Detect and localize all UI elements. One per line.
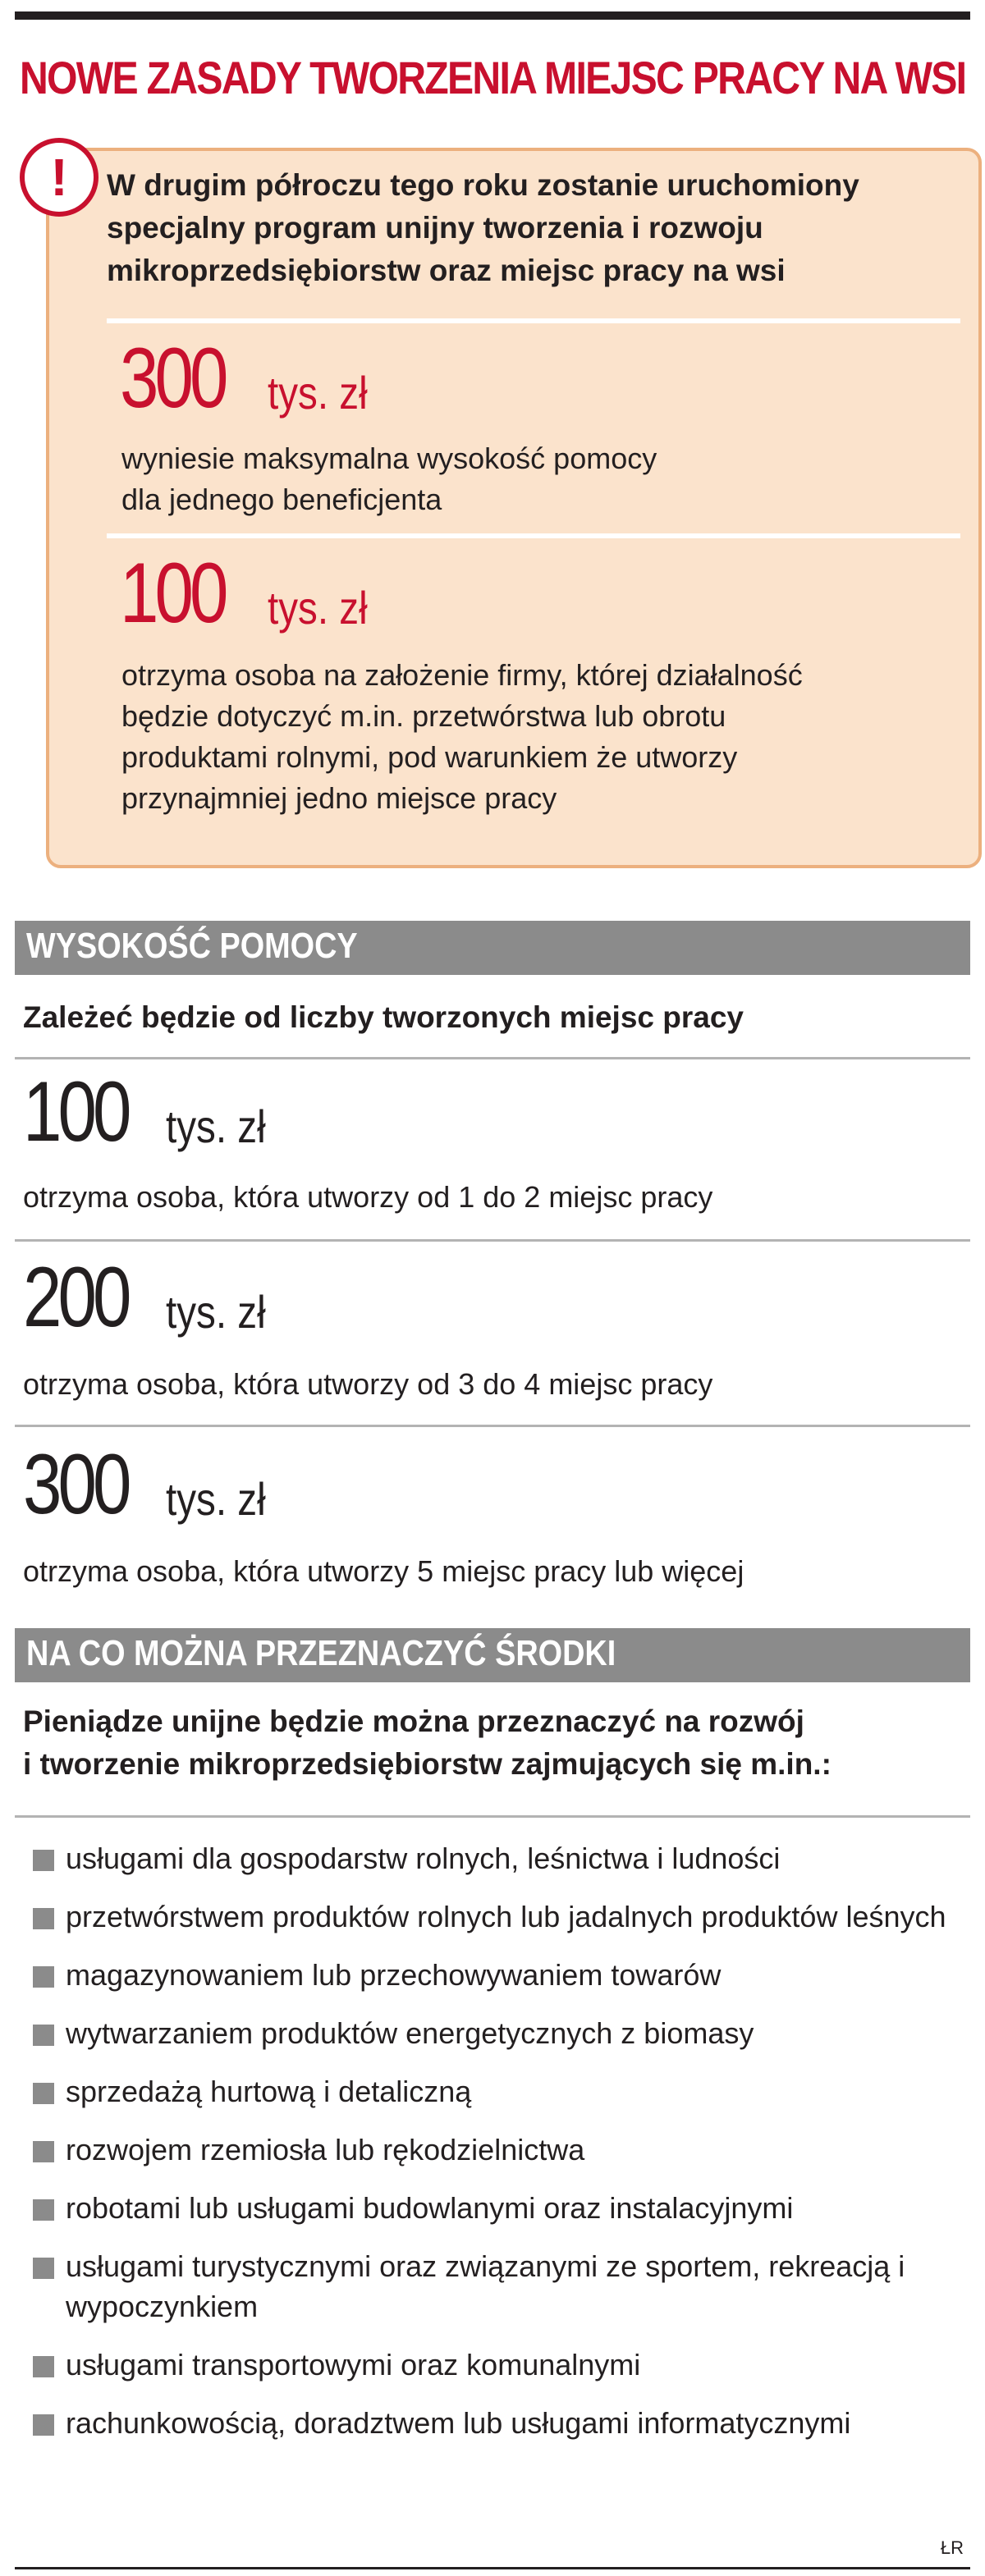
- list-item-text: usługami turystycznymi oraz związanymi ze sportem, rekreacją i wypoczynkiem: [66, 2249, 905, 2323]
- highlight-amount: [120, 330, 368, 428]
- text-line: przynajmniej jedno miejsce pracy: [121, 781, 557, 815]
- subtitle-line: Pieniądze unijne będzie można przeznaczyć na rozwój: [23, 1704, 804, 1738]
- box-divider: [107, 533, 960, 538]
- list-item: [23, 2071, 967, 2112]
- amount-description: otrzyma osoba, która utworzy od 3 do 4 miejsc pracy: [23, 1367, 713, 1401]
- list-item: [23, 2246, 967, 2327]
- amount-value: 100: [120, 546, 225, 641]
- amount-item: [23, 1436, 266, 1534]
- list-item-text: robotami lub usługami budowlanymi oraz instalacyjnymi: [66, 2191, 794, 2225]
- author-credit: ŁR: [940, 2537, 964, 2558]
- list-item-text: usługami dla gospodarstw rolnych, leśnictwa i ludności: [66, 1842, 781, 1875]
- bullet-square-icon: [33, 2141, 54, 2162]
- text-line: wyniesie maksymalna wysokość pomocy: [121, 442, 657, 475]
- list-item: [23, 1838, 967, 1878]
- intro-line: specjalny program unijny tworzenia i rozwoju: [107, 211, 763, 245]
- bottom-rule: [15, 2567, 970, 2569]
- highlight-text: [121, 438, 657, 520]
- amount-description: otrzyma osoba, która utworzy 5 miejsc pracy lub więcej: [23, 1554, 744, 1588]
- section-title: WYSOKOŚĆ POMOCY: [26, 926, 358, 966]
- top-rule: [15, 11, 970, 20]
- list-item-text: magazynowaniem lub przechowywaniem towarów: [66, 1958, 722, 1992]
- highlight-amount: [120, 545, 368, 643]
- list-item-text: rozwojem rzemiosła lub rękodzielnictwa: [66, 2133, 585, 2166]
- list-item-text: wytwarzaniem produktów energetycznych z biomasy: [66, 2016, 754, 2050]
- list-item: [23, 2403, 967, 2443]
- main-title: NOWE ZASADY TWORZENIA MIEJSC PRACY NA WSI: [20, 52, 966, 103]
- text-line: otrzyma osoba na założenie firmy, której działalność: [121, 658, 803, 692]
- text-line: produktami rolnymi, pod warunkiem że utworzy: [121, 740, 738, 774]
- bullet-square-icon: [33, 1908, 54, 1929]
- intro-line: mikroprzedsiębiorstw oraz miejsc pracy na wsi: [107, 254, 786, 287]
- amount-unit: tys. zł: [166, 1100, 266, 1152]
- bullet-square-icon: [33, 1966, 54, 1988]
- subtitle-line: i tworzenie mikroprzedsiębiorstw zajmujących się m.in.:: [23, 1747, 832, 1781]
- infographic: [15, 0, 970, 2576]
- divider: [15, 1425, 970, 1427]
- bullet-square-icon: [33, 2199, 54, 2221]
- amount-unit: tys. zł: [268, 367, 368, 419]
- list-item-text: sprzedażą hurtową i detaliczną: [66, 2075, 472, 2108]
- amount-value: 200: [23, 1250, 128, 1345]
- text-line: dla jednego beneficjenta: [121, 483, 442, 516]
- divider: [15, 1239, 970, 1242]
- section-subtitle: Zależeć będzie od liczby tworzonych miejsc pracy: [23, 1000, 744, 1034]
- bullet-square-icon: [33, 2258, 54, 2279]
- amount-item: [23, 1249, 266, 1347]
- section-subtitle: [23, 1700, 832, 1786]
- intro-text: [107, 164, 969, 292]
- section-title: NA CO MOŻNA PRZEZNACZYĆ ŚRODKI: [26, 1633, 616, 1673]
- box-divider: [107, 318, 960, 323]
- section-header-srodki: [15, 1628, 970, 1682]
- bullet-square-icon: [33, 2414, 54, 2436]
- section-header-wysokosc: [15, 921, 970, 975]
- list-item-text: usługami transportowymi oraz komunalnymi: [66, 2348, 641, 2382]
- list-item-text: przetwórstwem produktów rolnych lub jadalnych produktów leśnych: [66, 1900, 946, 1933]
- amount-value: 100: [23, 1064, 128, 1160]
- list-item: [23, 2188, 967, 2228]
- bullet-square-icon: [33, 2025, 54, 2046]
- divider: [15, 1057, 970, 1059]
- list-item: [23, 1897, 967, 1937]
- text-line: będzie dotyczyć m.in. przetwórstwa lub obrotu: [121, 699, 726, 733]
- amount-unit: tys. zł: [166, 1286, 266, 1338]
- amount-value: 300: [23, 1437, 128, 1532]
- list-item-text: rachunkowością, doradztwem lub usługami informatycznymi: [66, 2406, 851, 2440]
- amount-unit: tys. zł: [166, 1473, 266, 1525]
- list-item: [23, 2013, 967, 2053]
- bullet-square-icon: [33, 2356, 54, 2377]
- amount-description: otrzyma osoba, która utworzy od 1 do 2 miejsc pracy: [23, 1180, 713, 1214]
- purpose-list: [23, 1838, 967, 2461]
- list-item: [23, 1955, 967, 1995]
- amount-item: [23, 1064, 266, 1161]
- bullet-square-icon: [33, 2083, 54, 2104]
- amount-unit: tys. zł: [268, 582, 368, 634]
- list-item: [23, 2130, 967, 2170]
- highlight-text: [121, 655, 803, 819]
- bullet-square-icon: [33, 1850, 54, 1871]
- divider: [15, 1815, 970, 1818]
- exclamation-icon: !: [20, 138, 98, 217]
- amount-value: 300: [120, 331, 225, 426]
- list-item: [23, 2345, 967, 2385]
- intro-line: W drugim półroczu tego roku zostanie uruchomiony: [107, 168, 859, 202]
